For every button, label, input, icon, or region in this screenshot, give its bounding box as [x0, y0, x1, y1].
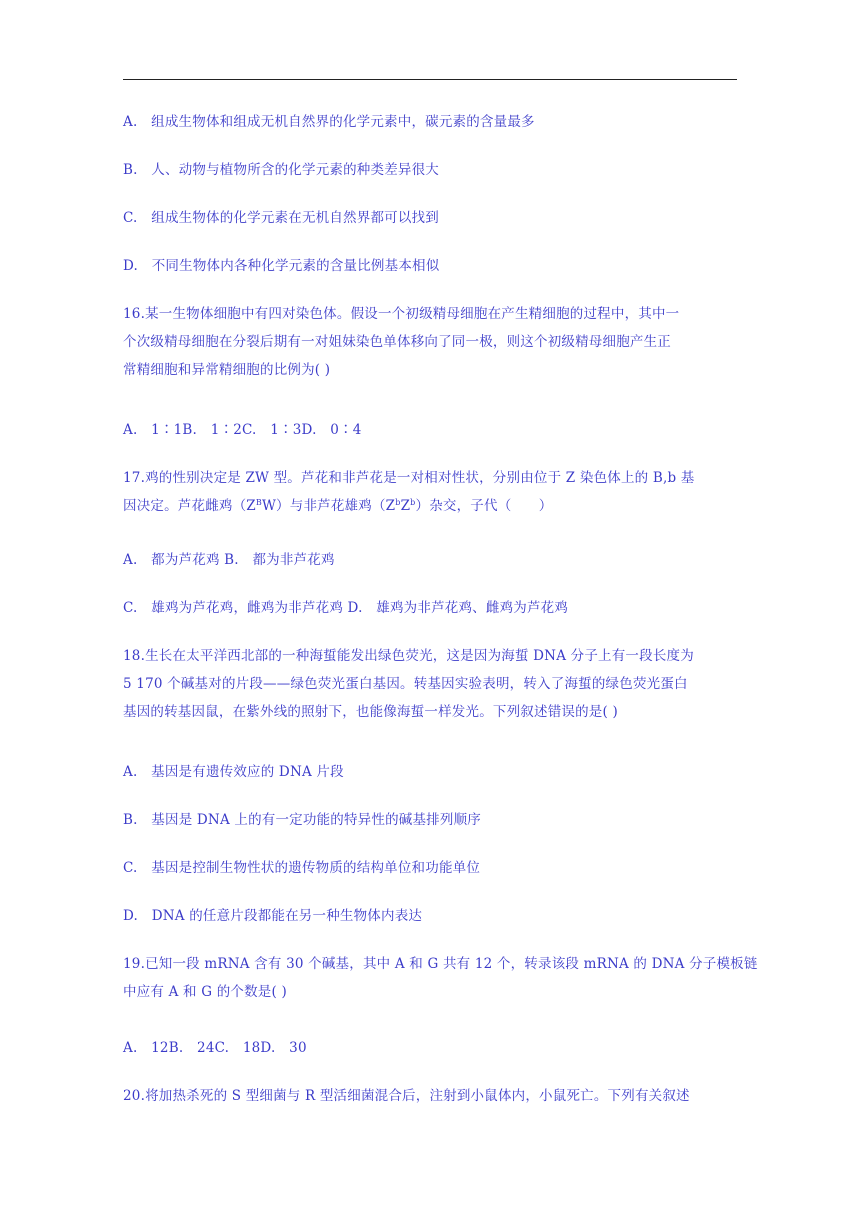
question-20-line-1: 20.将加热杀死的 S 型细菌与 R 型活细菌混合后，注射到小鼠体内，小鼠死亡。下列有关叙述 [123, 1088, 690, 1104]
question-18-line-1: 18.生长在太平洋西北部的一种海蜇能发出绿色荧光，这是因为海蜇 DNA 分子上有一段长度为 [123, 648, 694, 664]
question-18-option-a: A. 基因是有遗传效应的 DNA 片段 [123, 764, 344, 780]
q15-option-d: D. 不同生物体内各种化学元素的含量比例基本相似 [123, 258, 440, 274]
question-19-line-2: 中应有 A 和 G 的个数是( ) [123, 984, 287, 1000]
question-18-option-d: D. DNA 的任意片段都能在另一种生物体内表达 [123, 908, 423, 924]
question-16-line-2: 个次级精母细胞在分裂后期有一对姐妹染色单体移向了同一极，则这个初级精母细胞产生正 [123, 334, 671, 350]
question-19-line-1: 19.已知一段 mRNA 含有 30 个碱基，其中 A 和 G 共有 12 个，转录该段 mRNA 的 DNA 分子模板链 [123, 956, 758, 972]
question-17-line-2: 因决定。芦花雌鸡$(Z^BW)$与非芦花雄鸡$(Z^bZ^b)$杂交，子代（ ） [123, 498, 553, 514]
q15-option-a: A. 组成生物体和组成无机自然界的化学元素中，碳元素的含量最多 [123, 114, 535, 130]
question-20 [123, 1086, 690, 1106]
q15-option-c: C. 组成生物体的化学元素在无机自然界都可以找到 [123, 210, 439, 226]
q15-option-b: B. 人、动物与植物所含的化学元素的种类差异很大 [123, 162, 440, 178]
question-18-option-c: C. 基因是控制生物性状的遗传物质的结构单位和功能单位 [123, 860, 481, 876]
question-17-options-ab: A. 都为芦花鸡 B. 都为非芦花鸡 [123, 552, 335, 568]
question-16 [123, 304, 679, 380]
question-19 [123, 954, 758, 1002]
question-19-options: A. 12B. 24C. 18D. 30 [123, 1040, 307, 1056]
question-16-line-3: 常精细胞和异常精细胞的比例为( ) [123, 362, 331, 378]
header-rule [123, 79, 737, 80]
question-16-line-1: 16.某一生物体细胞中有四对染色体。假设一个初级精母细胞在产生精细胞的过程中，其中一 [123, 306, 680, 322]
question-18-option-b: B. 基因是 DNA 上的有一定功能的特异性的碱基排列顺序 [123, 812, 481, 828]
question-18-line-2: 5 170 个碱基对的片段——绿色荧光蛋白基因。转基因实验表明，转入了海蜇的绿色荧光蛋白 [123, 676, 688, 692]
question-17 [123, 468, 695, 516]
question-18 [123, 646, 694, 722]
question-17-options-cd: C. 雄鸡为芦花鸡，雌鸡为非芦花鸡 D. 雄鸡为非芦花鸡、雌鸡为芦花鸡 [123, 600, 569, 616]
question-16-options: A. 1∶1B. 1∶2C. 1∶3D. 0∶4 [123, 422, 362, 438]
question-17-line-1: 17.鸡的性别决定是 ZW 型。芦花和非芦花是一对相对性状，分别由位于 Z 染色体上的 B,b 基 [123, 470, 695, 486]
question-18-line-3: 基因的转基因鼠，在紫外线的照射下，也能像海蜇一样发光。下列叙述错误的是( ) [123, 704, 618, 720]
